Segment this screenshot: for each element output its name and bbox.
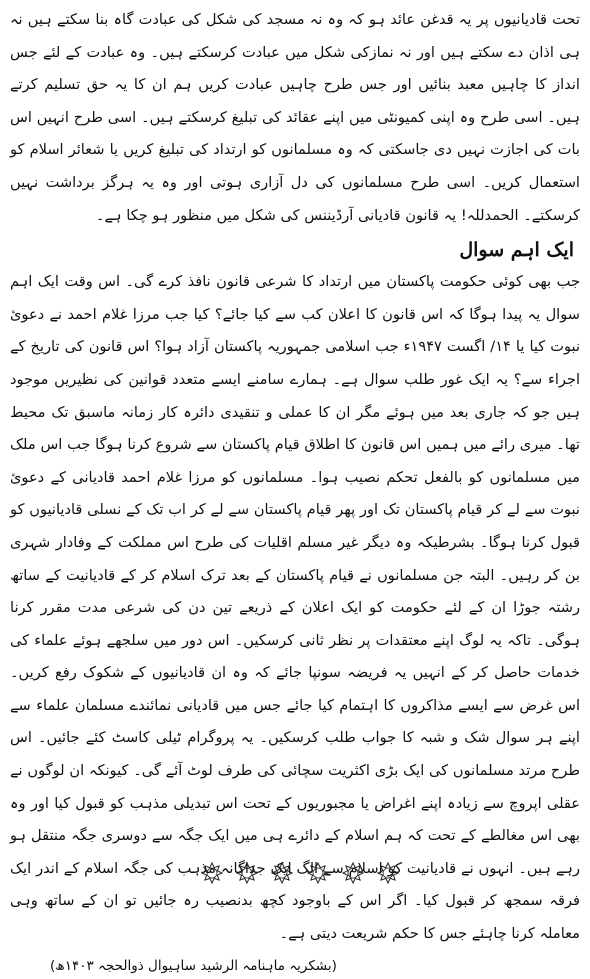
main-paragraph: جب بھی کوئی حکومت پاکستان میں ارتداد کا شرعی قانون نافذ کرے گی۔ اس وقت ایک اہم سوال یہ پیدا ہوگا کہ اس قانون کا اعلان کب سے کیا جائے؟ کیا جب مرزا غلام احمد نے دعوئ نبوت کیا یا ۱۴/ اگست ۱۹۴۷ء جب اسلامی جمہوریہ پاکستان آزاد ہوا؟ اس قانون کی تاریخ کے اجراء سے؟ یہ ایک غور طلب سوال ہے۔ ہمارے سامنے ایسے متعدد قوانین کی نظیریں موجود ہیں جو کہ جاری بعد میں ہوئے مگر ان کا عملی و تنقیدی دائرہ کار زمانہ ماسبق تک محیط تھا۔ میری رائے میں ہمیں اس قانون کا اطلاق قیام پاکستان سے شروع کرنا ہوگا جب اس ملک میں مسلمانوں کو بالفعل تحکم نصیب ہوا۔ مسلمانوں کو مرزا غلام احمد قادیانی کے دعوئ نبوت سے لے کر قیام پاکستان تک اور پھر قیام پاکستان سے لے کر اب تک کے نسلی قادیانیوں کو قبول کرنا ہوگا۔ بشرطیکہ وہ دیگر غیر مسلم اقلیات کی طرح اس مملکت کے وفادار شہری بن کر رہیں۔ البتہ جن مسلمانوں نے قیام پاکستان کے بعد ترک اسلام کر کے قادیانیت کے ساتھ رشتہ جوڑا ان کے لئے حکومت کو ایک اعلان کے ذریعے تین دن کی شرعی مدت مقرر کرنا ہوگی۔ تاکہ یہ لوگ اپنے معتقدات پر نظر ثانی کرسکیں۔ اس دور میں سلجھے ہوئے علماء کی خدمات حاصل کر کے انہیں یہ فریضہ سونپا جائے کہ وہ ان قادیانیوں کے شکوک رفع کریں۔ اس غرض سے ایسے مذاکروں کا اہتمام کیا جائے جس میں قادیانی نمائندے مسلمان علماء سے اپنے ہر سوال شک و شبہ کا جواب طلب کرسکیں۔ یہ پروگرام ٹیلی کاسٹ کئے جائیں۔ اس طرح مرتد مسلمانوں کی ایک بڑی اکثریت سچائی کی طرف لوٹ آئے گی۔ کیونکہ ان لوگوں نے عقلی اپروچ سے زیادہ اپنے اغراض یا مجبوریوں کے تحت اس تبدیلی مذہب کو قبول کیا اور وہ بھی اس مغالطے کے تحت کہ ہم اسلام کے دائرے ہی میں ایک جگہ سے دوسری جگہ منتقل ہو رہے ہیں۔ انہوں نے قادیانیت کو اسلام سے الگ ایک جداگانہ مذہب کی جگہ اسلام کے اندر ایک فرقہ سمجھ کر قبول کیا۔ اگر اس کے باوجود کچھ بدنصیب رہ جائیں تو ان کے ساتھ وہی معاملہ کرنا چاہئے جس کا حکم شریعت دیتی ہے۔ [10,273,581,943]
calligraphic-medallion-icon [235,862,259,884]
section-heading: ایک اہم سوال [459,239,574,262]
calligraphic-medallion-icon [341,862,365,884]
ornament-divider [200,862,400,884]
calligraphic-medallion-icon [200,862,224,884]
source-citation: (بشکریہ ماہنامہ الرشید ساہیوال ذوالحجہ ۱۴۰۳ھ) [50,957,337,974]
calligraphic-medallion-icon [306,862,330,884]
calligraphic-medallion-icon [270,862,294,884]
calligraphic-medallion-icon [376,862,400,884]
intro-paragraph: تحت قادیانیوں پر یہ قدغن عائد ہو کہ وہ نہ مسجد کی شکل کی عبادت گاہ بنا سکتے ہیں نہ ہی اذان دے سکتے ہیں اور نہ نمازکی شکل میں عبادت کرسکتے ہیں۔ وہ عبادت کے لئے جس انداز کا چاہیں معبد بنائیں اور جس طرح چاہیں عبادت کریں ہم ان کا یہ حق تسلیم کرتے ہیں۔ اسی طرح وہ اپنی کمیونٹی میں اپنے عقائد کی تبلیغ کرسکتے ہیں۔ اسی طرح انہیں اس بات کی اجازت نہیں دی جاسکتی کہ وہ مسلمانوں کو ارتداد کی تبلیغ کریں یا شعائر اسلام کو استعمال کریں۔ اسی طرح مسلمانوں کی دل آزاری ہوتی اور وہ یہ ہرگز برداشت نہیں کرسکتے۔ الحمدللہ! یہ قانون قادیانی آرڈیننس کی شکل میں منظور ہو چکا ہے۔ [10,11,580,224]
